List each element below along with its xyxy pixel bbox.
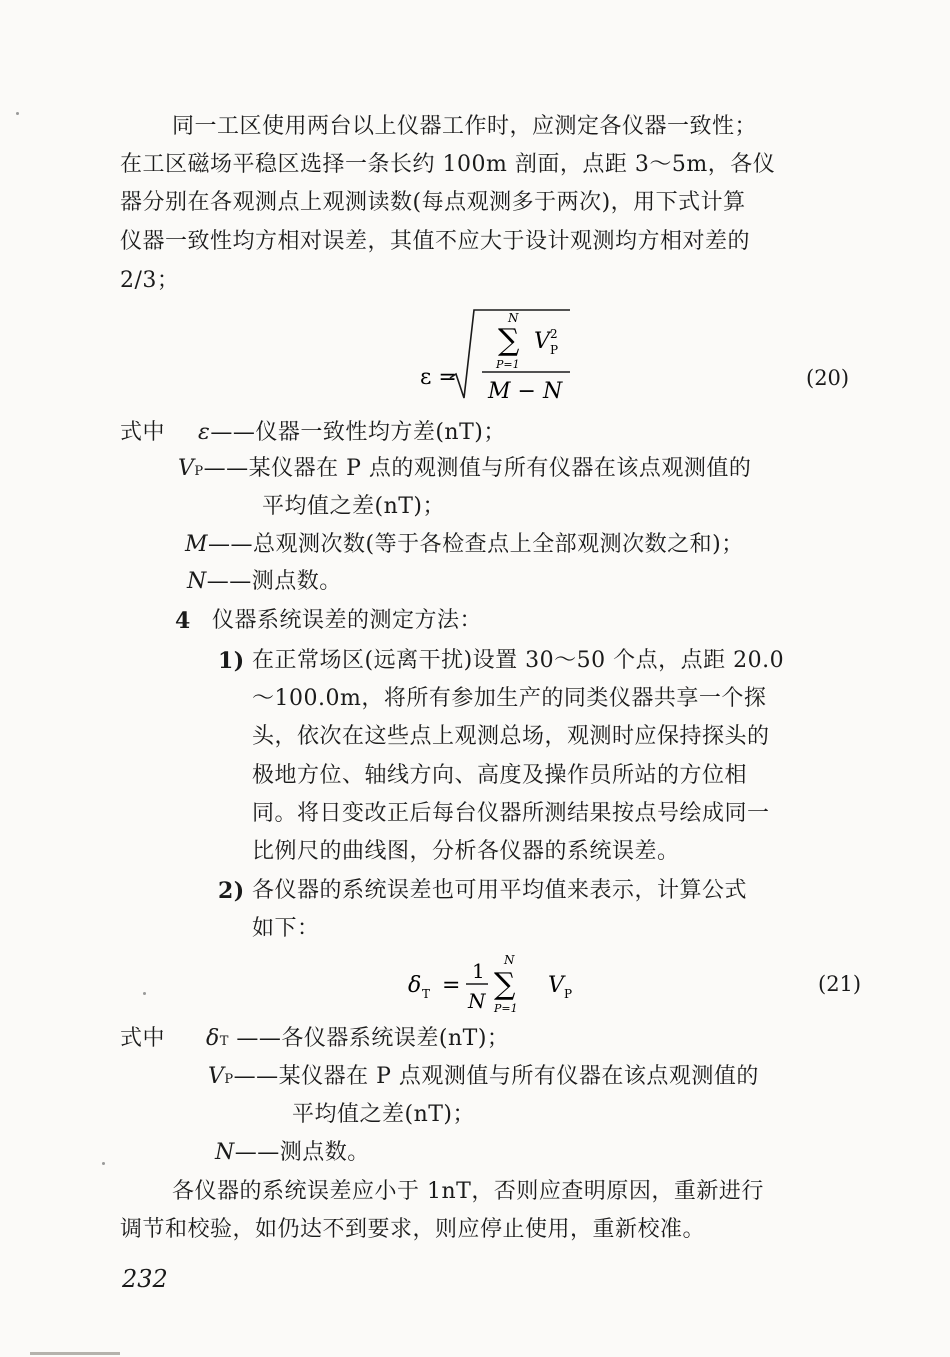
numerator-sup: 2: [550, 327, 558, 341]
item-title: 仪器系统误差的测定方法：: [212, 608, 483, 633]
fraction-numerator: 1: [472, 959, 485, 983]
legend-item: [187, 567, 342, 597]
subitem-line: 头，依次在这些点上观测总场，观测时应保持探头的: [252, 724, 770, 749]
legend-symbol-sub: T: [219, 1034, 229, 1049]
subitem-line: 比例尺的曲线图，分析各仪器的系统误差。: [252, 839, 680, 864]
legend-item: [206, 1024, 509, 1057]
subitem-number: 2): [218, 878, 245, 904]
scan-speck: [102, 1162, 105, 1165]
sum-lower-limit: P=1: [494, 1002, 518, 1015]
paragraph-line: 同一工区使用两台以上仪器工作时，应测定各仪器一致性；: [172, 114, 758, 139]
legend-symbol: N: [215, 1140, 235, 1165]
paragraph-line: 仪器一致性均方相对误差，其值不应大于设计观测均方相对差的: [120, 229, 751, 254]
numerator-sub: P: [550, 343, 559, 357]
equation-number-21: (21): [818, 972, 862, 996]
sum-lower-limit: P=1: [496, 358, 520, 371]
legend-continuation: 平均值之差(nT)；: [292, 1102, 476, 1127]
sum-upper-limit: N: [508, 311, 519, 325]
legend-text: ——某仪器在 P 点观测值与所有仪器在该点观测值的: [233, 1064, 759, 1089]
legend-symbol-sub: P: [194, 464, 204, 479]
subitem-line: ～100.0m，将所有参加生产的同类仪器共享一个探: [252, 686, 767, 711]
item-number: 4: [175, 608, 191, 634]
legend-item: [208, 1062, 759, 1095]
page-number: 232: [122, 1265, 168, 1293]
legend-lead: 式中: [120, 420, 166, 445]
scan-edge: [30, 1352, 120, 1355]
legend-continuation: 平均值之差(nT)；: [262, 494, 446, 519]
formula-21: [400, 948, 600, 1020]
subitem-line: 极地方位、轴线方向、高度及操作员所站的方位相: [252, 763, 748, 788]
scan-speck: [16, 112, 19, 115]
legend-lead: 式中: [120, 1026, 166, 1051]
sum-term-sub: P: [564, 987, 573, 1001]
equation-number-20: (20): [806, 366, 850, 390]
legend-item: [198, 418, 506, 448]
legend-symbol: M: [185, 532, 209, 557]
legend-symbol: N: [187, 569, 207, 594]
legend-symbol: δ: [206, 1026, 220, 1051]
paragraph-line: 调节和校验，如仍达不到要求，则应停止使用，重新校准。: [120, 1217, 706, 1242]
legend-text: ——总观测次数(等于各检查点上全部观测次数之和)；: [208, 532, 744, 557]
sum-symbol: ∑: [498, 323, 520, 358]
paragraph-line: 各仪器的系统误差应小于 1nT，否则应查明原因，重新进行: [172, 1179, 764, 1204]
legend-symbol: ε: [198, 420, 211, 445]
equals-sign: =: [442, 973, 461, 998]
paragraph-line: 器分别在各观测点上观测读数(每点观测多于两次)，用下式计算: [120, 190, 746, 215]
legend-symbol: V: [208, 1064, 225, 1089]
subitem-line: 如下：: [252, 916, 320, 941]
legend-text: ——测点数。: [206, 569, 342, 594]
legend-item: [178, 454, 751, 487]
legend-text: ——仪器一致性均方差(nT)；: [210, 420, 506, 445]
denominator: M − N: [488, 379, 563, 404]
formula-20-lhs: ε =: [420, 365, 457, 390]
sum-term: V: [548, 973, 564, 998]
legend-item: [185, 530, 744, 560]
formula-20: [410, 300, 610, 410]
sum-symbol: ∑: [494, 967, 516, 1002]
legend-text: ——各仪器系统误差(nT)；: [228, 1026, 510, 1051]
formula-21-lhs-sub: T: [422, 987, 431, 1001]
subitem-number: 1): [218, 648, 245, 674]
subitem-line: 在正常场区(远离干扰)设置 30～50 个点，点距 20.0: [252, 648, 785, 673]
formula-21-lhs: δ: [408, 973, 422, 998]
legend-symbol-sub: P: [224, 1072, 234, 1087]
scan-speck: [143, 992, 146, 995]
subitem-line: 同。将日变改正后每台仪器所测结果按点号绘成同一: [252, 801, 770, 826]
sum-upper-limit: N: [504, 953, 515, 967]
paragraph-line: 在工区磁场平稳区选择一条长约 100m 剖面，点距 3～5m，各仪: [120, 152, 776, 177]
legend-item: [215, 1138, 370, 1168]
legend-symbol: V: [178, 456, 195, 481]
numerator-term: V: [534, 329, 550, 354]
subitem-line: 各仪器的系统误差也可用平均值来表示，计算公式: [252, 878, 748, 903]
paragraph-line: 2/3；: [120, 268, 180, 293]
fraction-denominator: N: [468, 989, 486, 1013]
legend-text: ——某仪器在 P 点的观测值与所有仪器在该点观测值的: [203, 456, 752, 481]
legend-text: ——测点数。: [234, 1140, 370, 1165]
